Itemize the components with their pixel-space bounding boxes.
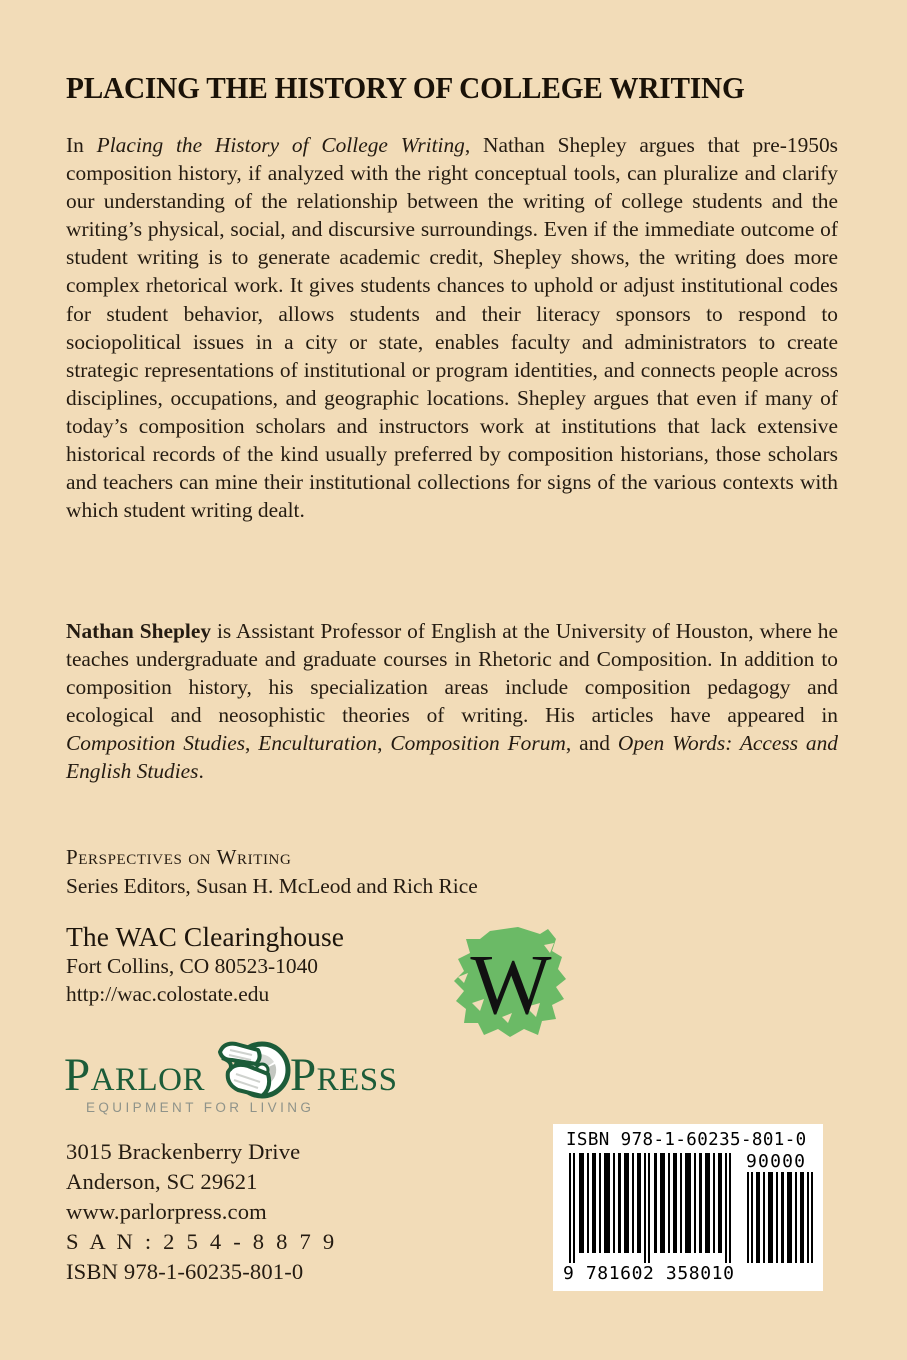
wac-clearinghouse-logo-icon: [452, 925, 570, 1041]
blurb-lead-in: In: [66, 133, 97, 157]
bio-sep-2: ,: [377, 731, 391, 756]
imprint-street: 3015 Brackenberry Drive: [66, 1139, 301, 1164]
imprint-website[interactable]: www.parlorpress.com: [66, 1199, 267, 1225]
journal-composition-forum: Composition Forum: [390, 731, 566, 756]
parlor-press-logo: [62, 1032, 434, 1120]
bio-sep-1: ,: [245, 731, 259, 756]
barcode-isbn-label: ISBN 978-1-60235-801-0: [566, 1130, 807, 1150]
imprint-city-state-zip: Anderson, SC 29621: [66, 1169, 258, 1195]
wac-publisher-name: The WAC Clearinghouse: [66, 921, 345, 952]
series-name: Perspectives on Writing: [66, 845, 292, 869]
barcode-addon-digits: 90000: [746, 1151, 807, 1172]
imprint-isbn: ISBN 978-1-60235-801-0: [66, 1259, 304, 1285]
author-name: Nathan Shepley: [66, 619, 212, 643]
blurb-body: , Nathan Shepley argues that pre-1950s composition history, if analyzed with the right conceptual tools, can pluralize and clarify our understanding of the relationship between the writing of college students and the writing’s physical, social, and discursive surroundings. Even if the immediate outcome of student writing is to generate academic credit, Shepley shows, the writing does more complex rhetorical work. It gives students chances to uphold or adjust institutional codes for student behavior, allows students and their literacy sponsors to respond to sociopolitical issues in a city or state, enables faculty and administrators to create strategic representations of institutional or program identities, and connects people across disciplines, occupations, and geographic locations. Shepley argues that even if many of today’s composition scholars and instructors work at institutions that lack extensive historical records of the kind usually preferred by composition historians, those scholars and teachers can mine their institutional collections for signs of the various contexts with which student writing dealt.: [66, 133, 839, 523]
isbn-barcode: [553, 1124, 823, 1291]
svg-text:W: W: [470, 936, 552, 1032]
imprint-address-block: [66, 1137, 496, 1287]
series-block: [66, 843, 586, 901]
parlor-word: Parlor: [64, 1049, 205, 1101]
wac-address: Fort Collins, CO 80523-1040: [66, 954, 318, 979]
journal-composition-studies: Composition Studies: [66, 731, 246, 756]
wac-url[interactable]: http://wac.colostate.edu: [66, 981, 270, 1006]
parlor-tagline: EQUIPMENT FOR LIVING: [86, 1100, 315, 1115]
journal-enculturation: Enculturation: [258, 731, 378, 756]
blurb-paragraph: [66, 131, 838, 524]
bio-body: is Assistant Professor of English at the University of Houston, where he teaches undergraduate and graduate courses in Rhetoric and Composition. In addition to composition history, his specialization areas include composition pedagogy and ecological and neosophistic theories of writing. His articles have appeared in: [66, 619, 838, 728]
wac-publisher-block: [66, 921, 466, 1008]
book-disc-emblem: [220, 1044, 288, 1096]
imprint-san: S A N : 2 5 4 - 8 8 7 9: [66, 1229, 338, 1255]
press-word: Press: [290, 1049, 398, 1101]
bio-end: .: [198, 759, 204, 784]
bio-sep-3: , and: [565, 731, 618, 756]
page-title: PLACING THE HISTORY OF COLLEGE WRITING: [66, 71, 745, 105]
series-editors: Series Editors, Susan H. McLeod and Rich Rice: [66, 874, 478, 899]
blurb-book-title: Placing the History of College Writing: [96, 133, 465, 157]
barcode-main-symbol: [567, 1153, 731, 1263]
journal-open-words: Open Words: Access and English Studies: [66, 731, 839, 784]
barcode-human-readable-digits: 9 781602 358010: [563, 1263, 735, 1284]
author-bio-paragraph: [66, 617, 838, 786]
barcode-addon-symbol: [746, 1172, 814, 1263]
